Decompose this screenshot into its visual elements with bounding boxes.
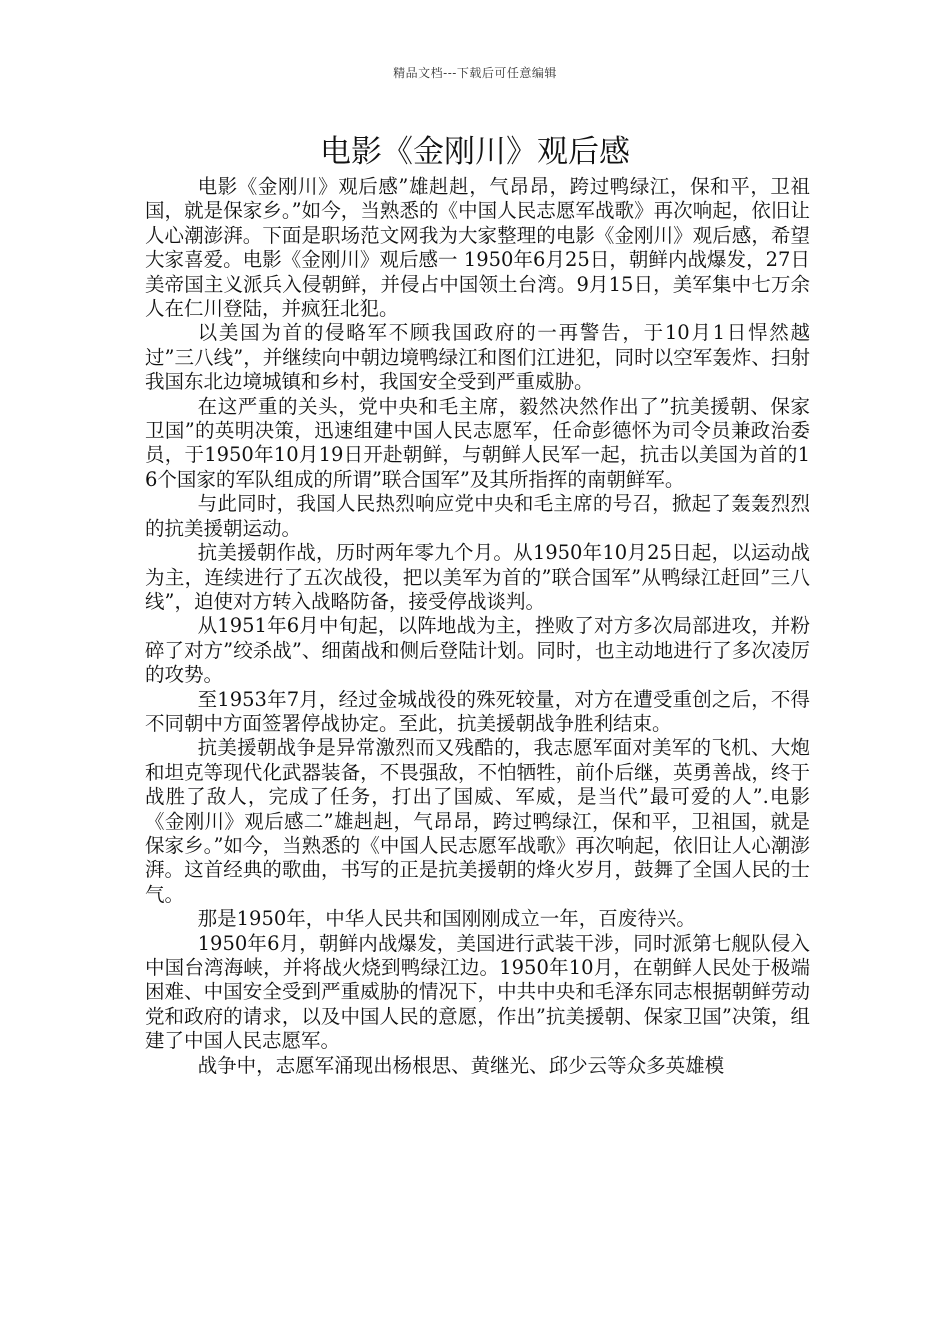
paragraph: 与此同时，我国人民热烈响应党中央和毛主席的号召，掀起了轰轰烈烈的抗美援朝运动。 — [145, 492, 810, 540]
paragraph: 电影《金刚川》观后感”雄赳赳，气昂昂，跨过鸭绿江，保和平，卫祖国，就是保家乡。”如今，当熟悉的《中国人民志愿军战歌》再次响起，依旧让人心潮澎湃。下面是职场范文网我为大家整理的电影《金刚川》观后感，希望大家喜爱。电影《金刚川》观后感一 1950年6月25日，朝鲜内战爆发，27日美帝国主义派兵入侵朝鲜，并侵占中国领土台湾。9月15日，美军集中七万余人在仁川登陆，并疯狂北犯。 — [145, 175, 810, 321]
paragraph: 至1953年7月，经过金城战役的殊死较量，对方在遭受重创之后，不得不同朝中方面签署停战协定。至此，抗美援朝战争胜利结束。 — [145, 687, 810, 735]
paragraph: 从1951年6月中旬起，以阵地战为主，挫败了对方多次局部进攻，并粉碎了对方”绞杀战”、细菌战和侧后登陆计划。同时，也主动地进行了多次凌厉的攻势。 — [145, 614, 810, 687]
paragraph: 在这严重的关头，党中央和毛主席，毅然决然作出了”抗美援朝、保家卫国”的英明决策，迅速组建中国人民志愿军，任命彭德怀为司令员兼政治委员，于1950年10月19日开赴朝鲜，与朝鲜人民军一起，抗击以美国为首的16个国家的军队组成的所谓”联合国军”及其所指挥的南朝鲜军。 — [145, 394, 810, 491]
paragraph: 抗美援朝作战，历时两年零九个月。从1950年10月25日起，以运动战为主，连续进行了五次战役，把以美军为首的”联合国军”从鸭绿江赶回”三八线”，迫使对方转入战略防备，接受停战谈判。 — [145, 541, 810, 613]
paragraph: 抗美援朝战争是异常激烈而又残酷的，我志愿军面对美军的飞机、大炮和坦克等现代化武器装备，不畏强敌，不怕牺牲，前仆后继，英勇善战，终于战胜了敌人，完成了任务，打出了国威、军威，是当代”最可爱的人”.电影《金刚川》观后感二”雄赳赳，气昂昂，跨过鸭绿江，保和平，卫祖国，就是保家乡。”如今，当熟悉的《中国人民志愿军战歌》再次响起，依旧让人心潮澎湃。这首经典的歌曲，书写的正是抗美援朝的烽火岁月，鼓舞了全国人民的士气。 — [145, 736, 810, 906]
paragraph: 1950年6月，朝鲜内战爆发，美国进行武装干涉，同时派第七舰队侵入中国台湾海峡，并将战火烧到鸭绿江边。1950年10月，在朝鲜人民处于极端困难、中国安全受到严重威胁的情况下，中共中央和毛泽东同志根据朝鲜劳动党和政府的请求，以及中国人民的意愿，作出”抗美援朝、保家卫国”决策，组建了中国人民志愿军。 — [145, 931, 810, 1053]
document-body — [145, 175, 810, 1078]
paragraph: 战争中，志愿军涌现出杨根思、黄继光、邱少云等众多英雄模 — [197, 1053, 725, 1077]
header-note: 精品文档---下载后可任意编辑 — [393, 66, 557, 80]
paragraph: 那是1950年，中华人民共和国刚刚成立一年，百废待兴。 — [197, 907, 696, 931]
document-title: 电影《金刚川》观后感 — [320, 134, 630, 170]
paragraph: 以美国为首的侵略军不顾我国政府的一再警告，于10月1日悍然越过”三八线”，并继续向中朝边境鸭绿江和图们江进犯，同时以空军轰炸、扫射我国东北边境城镇和乡村，我国安全受到严重威胁。 — [145, 321, 810, 394]
